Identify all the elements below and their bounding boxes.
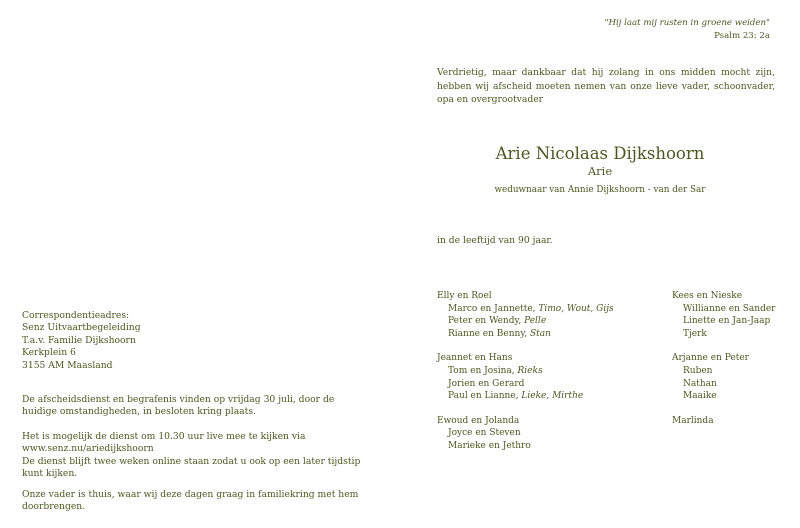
family-child: Joyce en Steven <box>448 428 521 439</box>
family-child: Peter en Wendy, Pelle <box>448 316 547 327</box>
online-line-1: Het is mogelijk de dienst om 10.30 uur live mee te kijken via <box>22 431 306 442</box>
family-child: Rianne en Benny, Stan <box>448 328 551 339</box>
home-paragraph: Onze vader is thuis, waar wij deze dagen graag in familiekring met hem doorbrengen. <box>22 489 359 513</box>
right-page <box>400 0 800 528</box>
online-paragraph <box>22 431 367 481</box>
family-head: Jeannet en Hans <box>437 353 513 364</box>
correspondence-line-3: Kerkplein 6 <box>22 347 76 359</box>
widower-line: weduwnaar van Annie Dijkshoorn - van der Sar <box>494 185 706 195</box>
grandchildren: Pelle <box>524 316 547 327</box>
family-head: Ewoud en Jolanda <box>437 415 520 426</box>
family-child: Tom en Josina, Rieks <box>448 365 543 376</box>
family-group <box>437 415 614 453</box>
deceased-nickname: Arie <box>587 164 613 178</box>
family-child: Jorien en Gerard <box>448 378 525 389</box>
family-group <box>672 290 775 340</box>
psalm-reference: Psalm 23: 2a <box>714 31 770 41</box>
family-child: Marco en Jannette, Timo, Wout, Gijs <box>448 303 614 314</box>
grandchildren: Rieks <box>517 365 543 376</box>
family-head: Marlinda <box>672 415 714 426</box>
family-child: Tjerk <box>683 328 707 339</box>
deceased-name: Arie Nicolaas Dijkshoorn <box>495 144 705 163</box>
correspondence-line-2: T.a.v. Familie Dijkshoorn <box>22 334 136 346</box>
bible-quote: "Hij laat mij rusten in groene weiden" <box>604 18 770 28</box>
family-head: Kees en Nieske <box>672 291 743 301</box>
correspondence-line-4: 3155 AM Maasland <box>22 359 113 371</box>
family-child: Willianne en Sander <box>683 303 776 314</box>
service-paragraph: De afscheidsdienst en begrafenis vinden op vrijdag 30 juli, door de huidige omstandigheden, in besloten kring plaats. <box>22 394 335 418</box>
family-child: Marieke en Jethro <box>448 440 531 451</box>
family-group <box>672 415 775 428</box>
family-head: Elly en Roel <box>437 291 492 301</box>
family-group <box>437 352 614 402</box>
family-group <box>672 352 775 402</box>
correspondence-address <box>22 310 141 372</box>
online-link: www.senz.nu/ariedijkshoorn <box>22 443 154 455</box>
correspondence-line-1: Senz Uitvaartbegeleiding <box>22 322 141 334</box>
online-line-3: De dienst blijft twee weken online staan zodat u ook op een later tijdstip kunt kijken. <box>22 455 361 480</box>
family-child: Maaike <box>683 391 717 402</box>
age-line: in de leeftijd van 90 jaar. <box>437 235 553 246</box>
announcement-intro: Verdrietig, maar dankbaar dat hij zolang in ons midden mocht zijn, hebben wij afscheid moeten nemen van onze lieve vader, schoonvader, opa en overgrootvader <box>437 67 775 105</box>
family-child: Ruben <box>683 365 713 376</box>
family-group <box>437 290 614 340</box>
grandchildren: Stan <box>529 328 551 339</box>
family-child: Paul en Lianne, Lieke, Mirthe <box>448 391 584 402</box>
family-child: Linette en Jan-Jaap <box>683 316 771 327</box>
family-child: Nathan <box>683 378 717 389</box>
family-head: Arjanne en Peter <box>672 353 749 364</box>
grandchildren: Timo, Wout, Gijs <box>538 303 614 314</box>
grandchildren: Lieke, Mirthe <box>521 391 584 402</box>
family-list-right <box>672 290 775 427</box>
family-list-left <box>437 290 614 453</box>
correspondence-label: Correspondentieadres: <box>22 310 130 321</box>
